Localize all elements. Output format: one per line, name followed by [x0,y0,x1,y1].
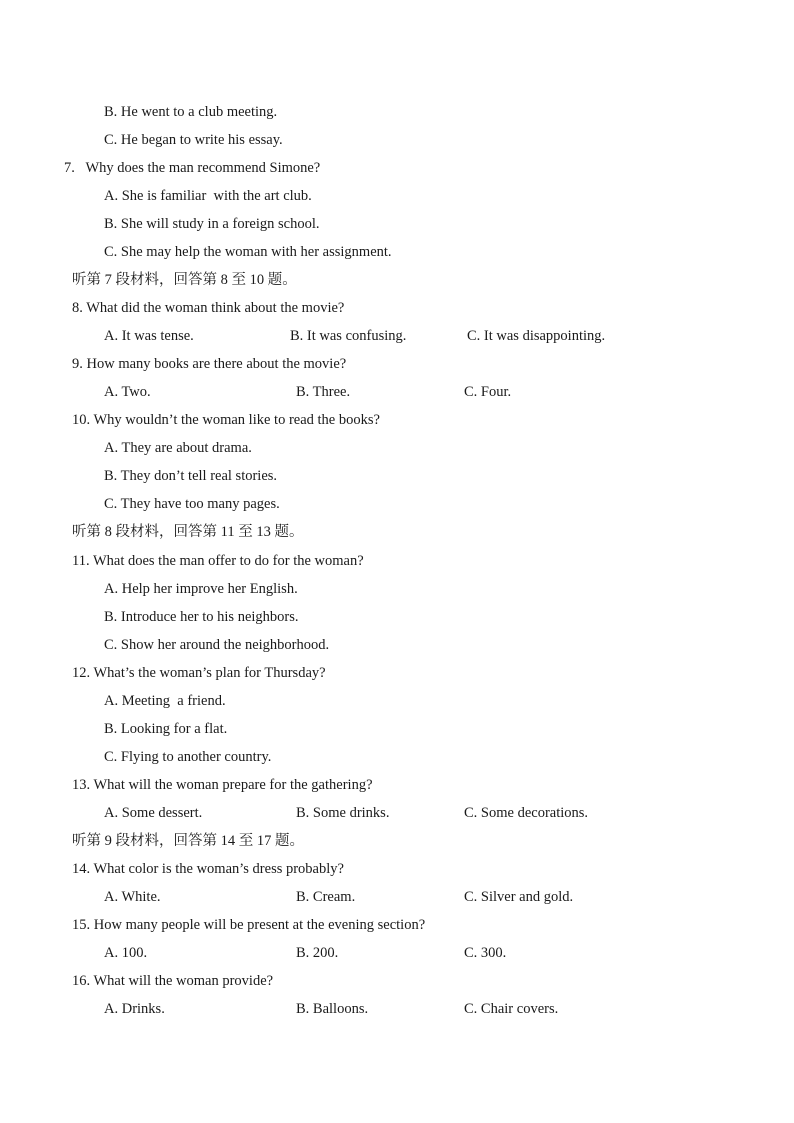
q13-options-row [0,799,794,827]
q15-option-b: B. 200. [296,945,339,961]
q12-option-c: C. Flying to another country. [104,749,272,765]
q10-option-c: C. They have too many pages. [104,496,280,512]
q12-option-a: A. Meeting a friend. [104,693,226,709]
question-9: 9. How many books are there about the movie? [72,356,347,372]
q16-option-b: B. Balloons. [296,1001,369,1017]
q10-option-b: B. They don’t tell real stories. [104,468,278,484]
q9-option-b: B. Three. [296,384,351,400]
q14-option-a: A. White. [104,889,161,905]
q11-option-a: A. Help her improve her English. [104,581,298,597]
q13-option-c: C. Some decorations. [464,805,589,821]
q15-option-a: A. 100. [104,945,148,961]
q9-option-c: C. Four. [464,384,512,400]
question-7: 7. Why does the man recommend Simone? [64,160,321,176]
q13-option-a: A. Some dessert. [104,805,203,821]
question-11: 11. What does the man offer to do for the woman? [72,553,364,569]
q14-option-b: B. Cream. [296,889,356,905]
q9-option-a: A. Two. [104,384,151,400]
q15-options-row [0,939,794,967]
q6-option-c: C. He began to write his essay. [104,132,283,148]
q8-option-b: B. It was confusing. [290,328,407,344]
q14-options-row [0,883,794,911]
q15-option-c: C. 300. [464,945,507,961]
q8-option-a: A. It was tense. [104,328,194,344]
section-heading-8: 听第 8 段材料，回答第 11 至 13 题。 [72,524,304,540]
question-13: 13. What will the woman prepare for the gathering? [72,777,373,793]
q14-option-c: C. Silver and gold. [464,889,574,905]
q6-option-b: B. He went to a club meeting. [104,104,278,120]
q9-options-row [0,378,794,406]
q16-options-row [0,995,794,1023]
q11-option-c: C. Show her around the neighborhood. [104,637,330,653]
q8-option-c: C. It was disappointing. [467,328,606,344]
section-heading-9: 听第 9 段材料，回答第 14 至 17 题。 [72,833,304,849]
q8-options-row [0,322,794,350]
q7-option-c: C. She may help the woman with her assignment. [104,244,392,260]
question-8: 8. What did the woman think about the movie? [72,300,345,316]
q7-option-a: A. She is familiar with the art club. [104,188,312,204]
question-12: 12. What’s the woman’s plan for Thursday? [72,665,326,681]
q10-option-a: A. They are about drama. [104,440,252,456]
question-16: 16. What will the woman provide? [72,973,274,989]
question-14: 14. What color is the woman’s dress probably? [72,861,344,877]
q13-option-b: B. Some drinks. [296,805,390,821]
q11-option-b: B. Introduce her to his neighbors. [104,609,299,625]
question-10: 10. Why wouldn’t the woman like to read the books? [72,412,380,428]
section-heading-7: 听第 7 段材料，回答第 8 至 10 题。 [72,272,297,288]
q7-option-b: B. She will study in a foreign school. [104,216,320,232]
question-15: 15. How many people will be present at the evening section? [72,917,426,933]
q12-option-b: B. Looking for a flat. [104,721,228,737]
q16-option-c: C. Chair covers. [464,1001,559,1017]
q16-option-a: A. Drinks. [104,1001,165,1017]
